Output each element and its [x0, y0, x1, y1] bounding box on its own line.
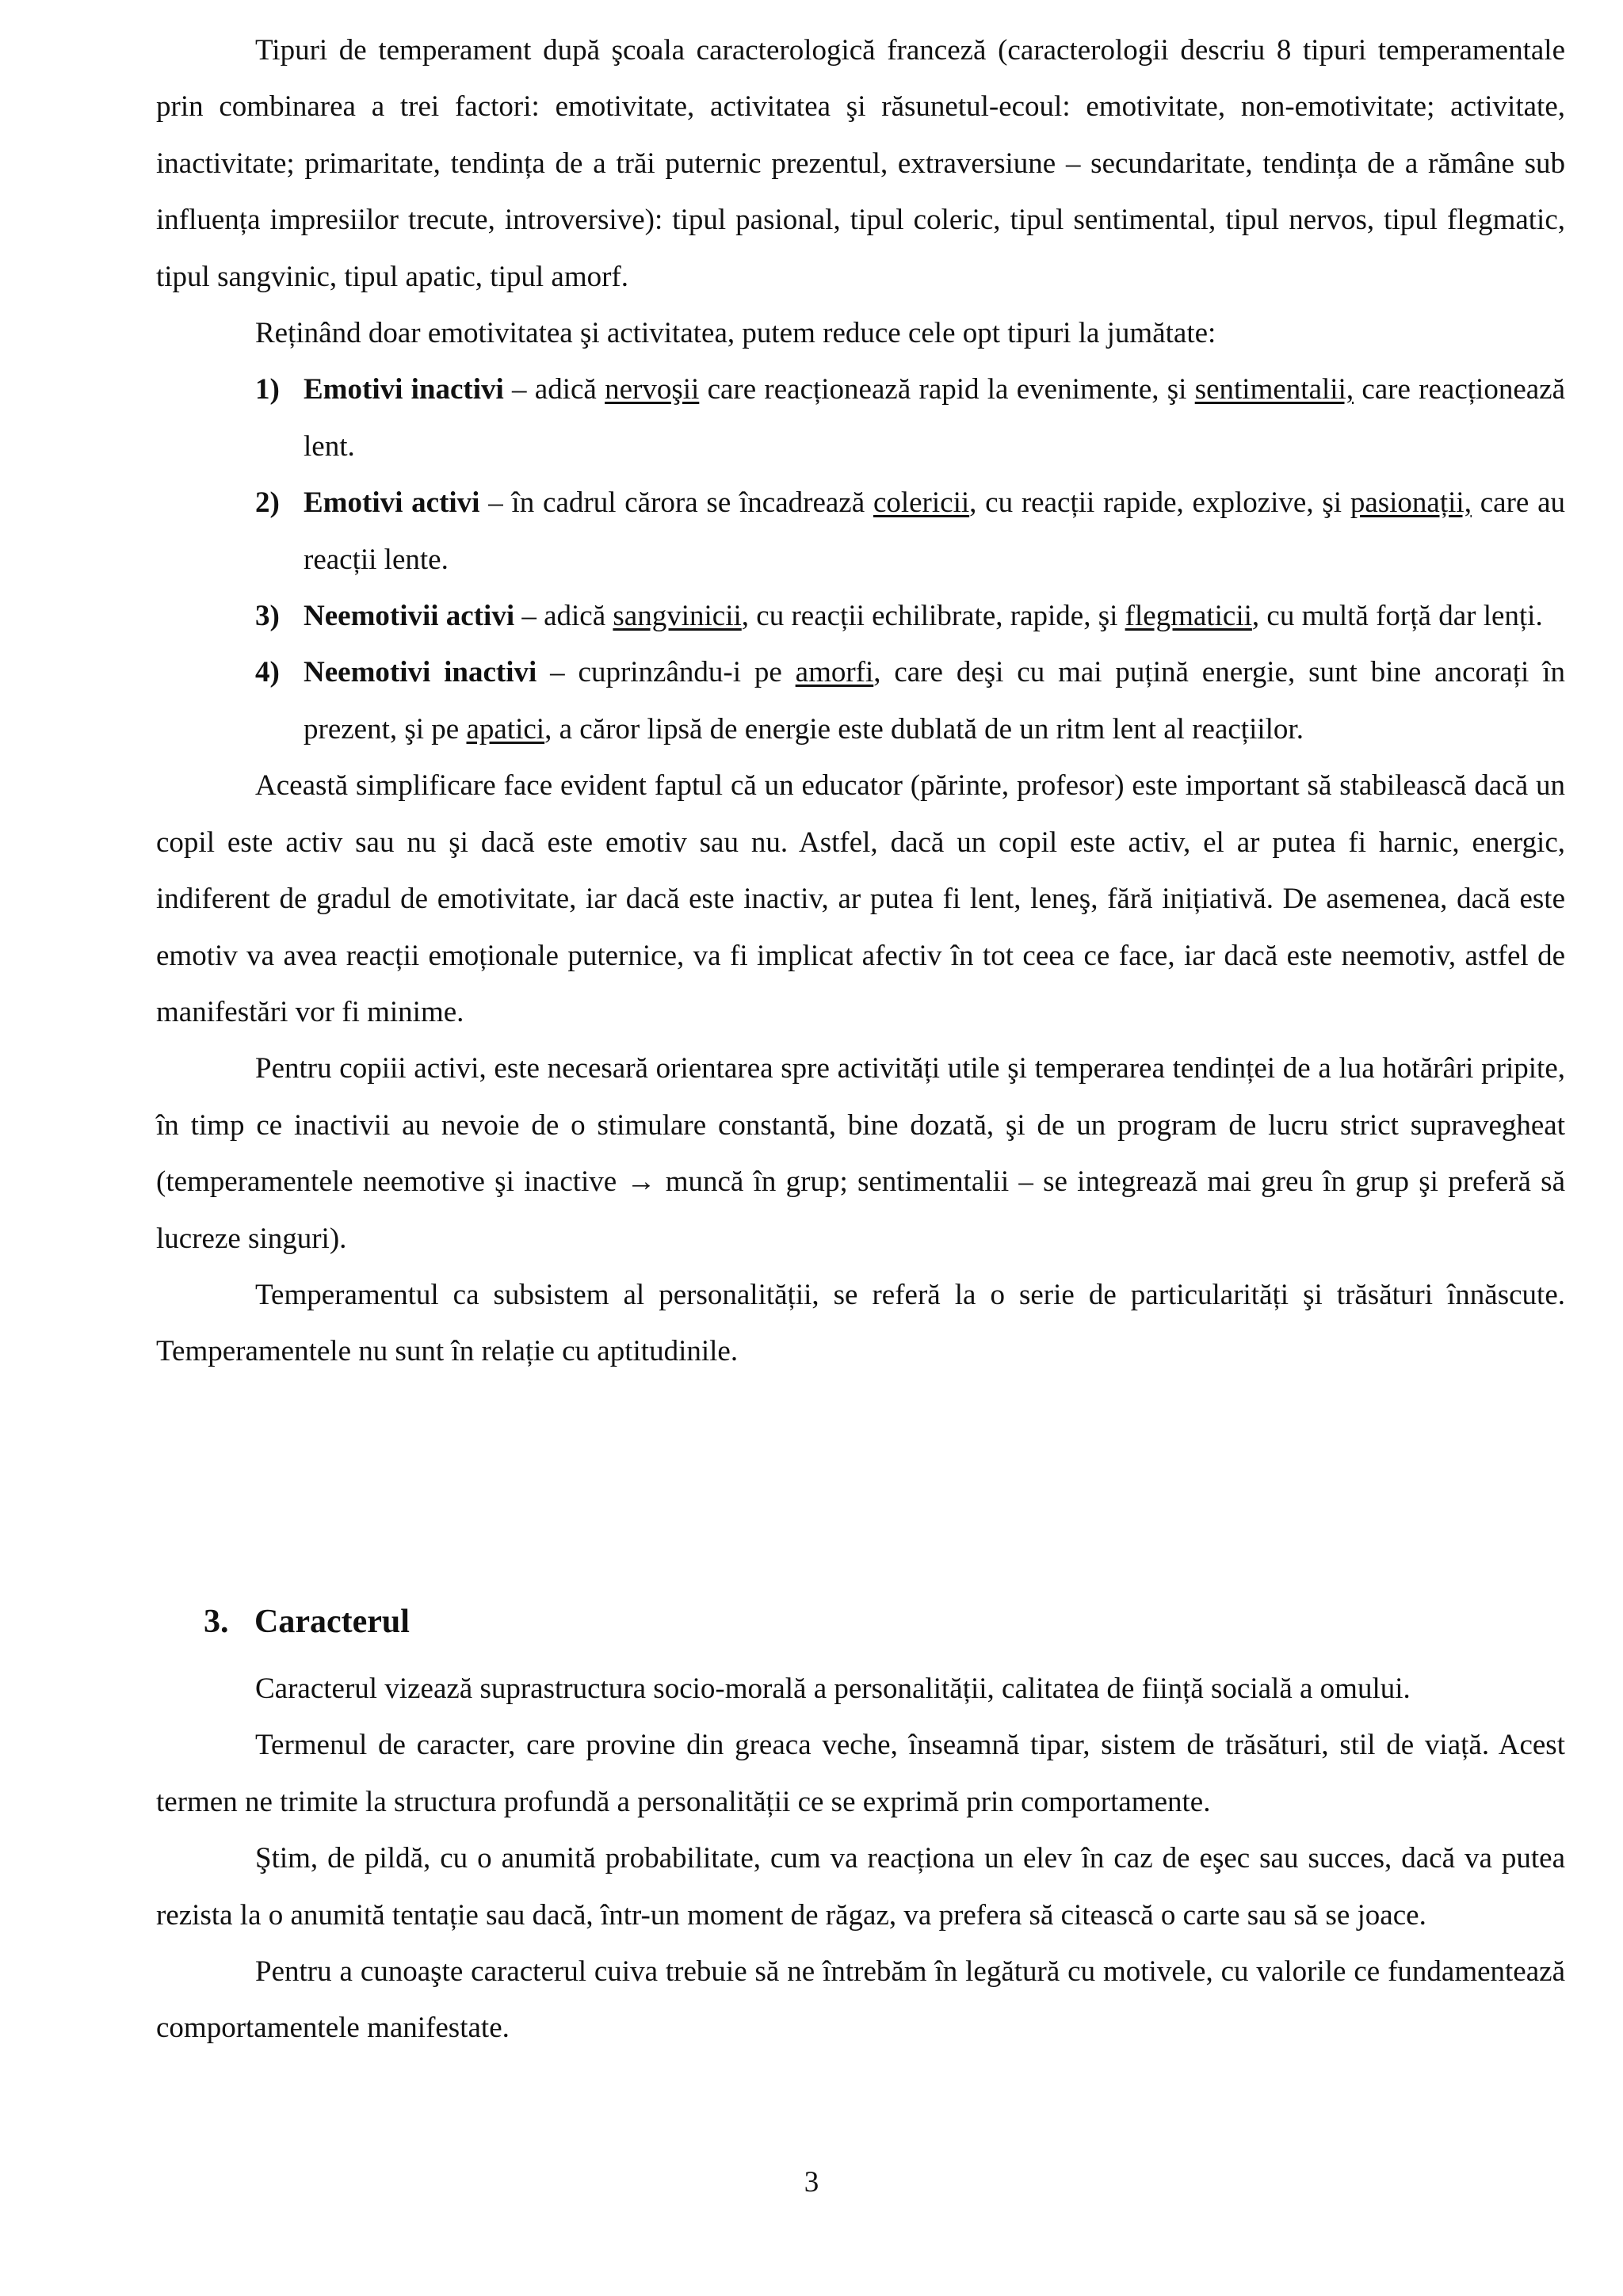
list-item-number: 4) — [255, 656, 280, 689]
list-item-lead: Emotivi inactivi — [304, 373, 504, 406]
subsystem-paragraph: Temperamentul ca subsistem al personalității, se referă la o serie de particularități şi trăsături înnăscute. Temperamentele nu sunt în relație cu aptitudinile. — [156, 1278, 1565, 1368]
underlined-term: nervoşii — [605, 373, 700, 406]
section-title: Caracterul — [254, 1604, 410, 1640]
list-item-number: 2) — [255, 486, 280, 520]
list-item-lead: Neemotivii activi — [304, 600, 515, 633]
underlined-term: flegmaticii — [1125, 600, 1252, 633]
list-item — [156, 361, 1565, 475]
list-item-text: care au reacții lente. — [304, 486, 1566, 576]
section-paragraph: Caracterul vizează suprastructura socio-morală a personalității, calitatea de ființă socială a omului. — [255, 1672, 1411, 1705]
simplification-paragraph: Această simplificare face evident faptul că un educator (părinte, profesor) este important să stabilească dacă un copil este activ sau nu şi dacă este emotiv sau nu. Astfel, dacă un copil este activ, el ar putea fi harnic, energic, indiferent de gradul de emotivitate, iar dacă este inactiv, ar putea fi lent, leneş, fără inițiativă. De asemenea, dacă este emotiv va avea reacții emoționale puternice, va fi implicat afectiv în tot ceea ce face, iar dacă este neemotiv, astfel de manifestări vor fi minime. — [156, 769, 1565, 1028]
list-item-number: 3) — [255, 600, 280, 633]
list-item-text: , cu reacții echilibrate, rapide, şi — [741, 600, 1125, 633]
underlined-term: amorfi — [795, 656, 874, 689]
list-item-text: care reacționează lent. — [304, 373, 1566, 463]
list-item — [156, 475, 1565, 588]
underlined-term: pasionații, — [1350, 486, 1472, 520]
list-item-text: , care deşi cu mai puțină energie, sunt bine ancorați în prezent, şi pe — [304, 656, 1565, 746]
underlined-term: sangvinicii — [613, 600, 742, 633]
list-item-text: care reacționează rapid la evenimente, şi — [699, 373, 1195, 406]
list-item-text: , a căror lipsă de energie este dublată de un ritm lent al reacțiilor. — [544, 712, 1304, 746]
list-item-text: – cuprinzându-i pe — [537, 656, 796, 689]
intro-paragraph: Tipuri de temperament după şcoala caracterologică franceză (caracterologii descriu 8 tipuri temperamentale prin combinarea a trei factori: emotivitate, activitatea şi răsunetul-ecoul: emotivitate, non-emotivitate; activitate, inactivitate; primaritate, tendința de a trăi puternic prezentul, extraversiune – secundaritate, tendința de a rămâne sub influența impresiilor trecute, introversive): tipul pasional, tipul coleric, tipul sentimental, tipul nervos, tipul flegmatic, tipul sangvinic, tipul apatic, tipul amorf. — [156, 34, 1565, 293]
section-body — [156, 1661, 1565, 2057]
section-number: 3. — [204, 1604, 229, 1640]
retaining-paragraph: Reținând doar emotivitatea şi activitatea, putem reduce cele opt tipuri la jumătate: — [255, 317, 1216, 350]
document-page — [156, 22, 1566, 2045]
page-number: 3 — [804, 2166, 819, 2199]
list-item-number: 1) — [255, 373, 280, 406]
section-paragraph: Ştim, de pildă, cu o anumită probabilitate, cum va reacționa un elev în caz de eşec sau succes, dacă va putea rezista la o anumită tentație sau dacă, într-un moment de răgaz, va prefera să citească o carte sau să se joace. — [156, 1842, 1565, 1932]
section-heading — [204, 1603, 410, 1641]
section-paragraph: Pentru a cunoaşte caracterul cuiva trebuie să ne întrebăm în legătură cu motivele, cu valorile ce fundamentează comportamentele manifestate. — [156, 1955, 1565, 2045]
underlined-term: colericii — [873, 486, 970, 520]
list-item-lead: Emotivi activi — [304, 486, 480, 520]
underlined-term: sentimentalii, — [1194, 373, 1354, 406]
list-item — [156, 588, 1565, 644]
list-item-text: , cu multă forță dar lenți. — [1251, 600, 1543, 633]
list-item-text: – în cadrul cărora se încadrează — [479, 486, 873, 520]
active-children-paragraph: Pentru copiii activi, este necesară orientarea spre activități utile şi temperarea tendinței de a lua hotărâri pripite, în timp ce inactivii au nevoie de o stimulare constantă, bine dozată, şi de un program de lucru strict supravegheat (temperamentele neemotive şi inactive → muncă în grup; sentimentalii – se integrează mai greu în grup şi preferă să lucreze singuri). — [156, 1052, 1565, 1255]
section-paragraph: Termenul de caracter, care provine din greaca veche, înseamnă tipar, sistem de trăsături, stil de viață. Acest termen ne trimite la structura profundă a personalității ce se exprimă prin comportamente. — [156, 1729, 1565, 1818]
list-item-lead: Neemotivi inactivi — [304, 656, 537, 689]
underlined-term: apatici — [466, 712, 545, 746]
temperament-list — [156, 361, 1565, 757]
list-item-text: , cu reacții rapide, explozive, şi — [969, 486, 1350, 520]
list-item-text: – adică — [514, 600, 613, 633]
list-item-text: – adică — [503, 373, 605, 406]
list-item — [156, 644, 1565, 757]
